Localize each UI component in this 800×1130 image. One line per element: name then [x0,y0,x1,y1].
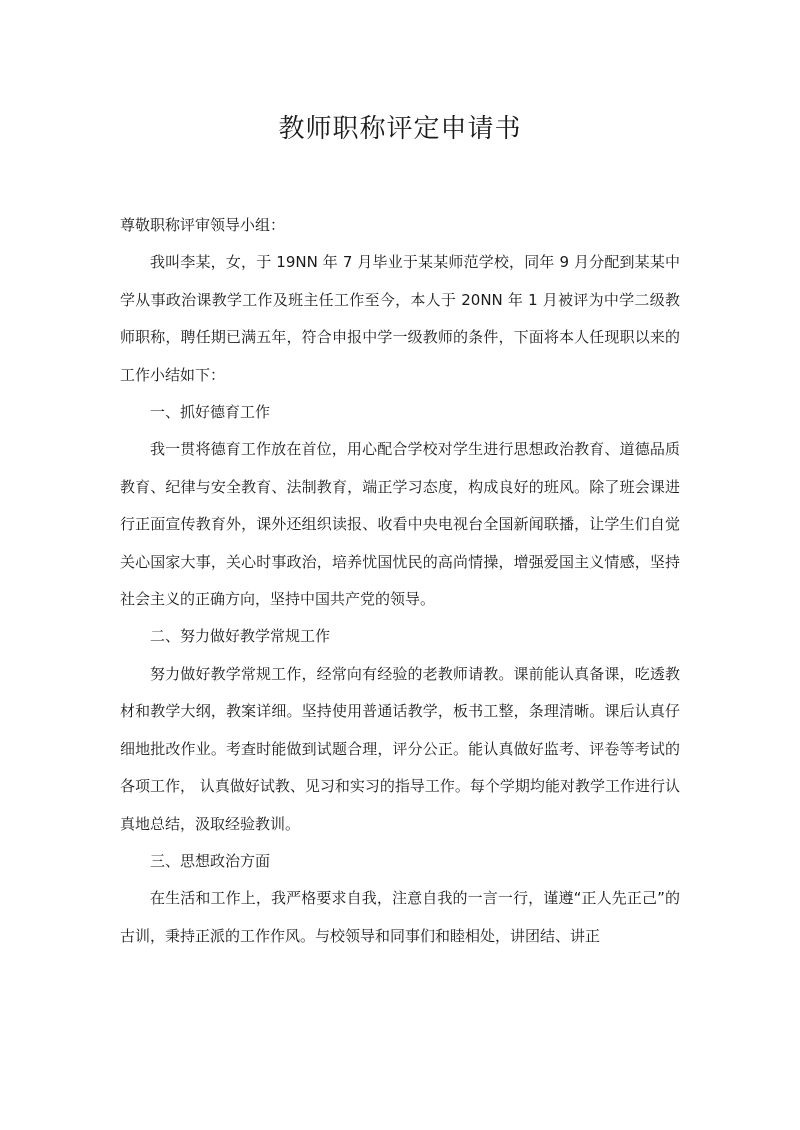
section-heading-teaching: 二、努力做好教学常规工作 [150,627,331,646]
section-heading-political: 三、思想政治方面 [150,851,271,870]
section-heading-moral: 一、抓好德育工作 [150,403,271,422]
salutation: 尊敬职称评审领导小组： [120,216,286,234]
intro-paragraph: 我叫李某，女，于 19NN 年 7 月毕业于某某师范学校，同年 9 月分配到某某中学从事政治课教学工作及班主任工作至今，本人于 20NN 年 1 月被评为中学二级教师职称，聘任期已满五年，符合申报中学一级教师的条件，下面将本人任现职以来的工作小结如下： [120,253,680,384]
section-paragraph-political: 在生活和工作上，我严格要求自我，注意自我的一言一行，谨遵“正人先正己”的古训，秉持正派的工作作风。与校领导和同事们和睦相处，讲团结、讲正 [120,889,680,945]
section-paragraph-moral: 我一贯将德育工作放在首位，用心配合学校对学生进行思想政治教育、道德品质教育、纪律与安全教育、法制教育，端正学习态度，构成良好的班风。除了班会课进行正面宣传教育外，课外还组织读报、收看中央电视台全国新闻联播，让学生们自觉关心国家大事，关心时事政治，培养忧国忧民的高尚情操，增强爱国主义情感，坚持社会主义的正确方向，坚持中国共产党的领导。 [120,440,680,609]
section-paragraph-teaching: 努力做好教学常规工作，经常向有经验的老教师请教。课前能认真备课，吃透教材和教学大纲，教案详细。坚持使用普通话教学，板书工整，条理清晰。课后认真仔细地批改作业。考查时能做到试题合理，评分公正。能认真做好监考、评卷等考试的各项工作， 认真做好试教、见习和实习的指导工作。每个学期均能对教学工作进行认真地总结，汲取经验教训。 [120,664,680,833]
document-title: 教师职称评定申请书 [278,114,522,144]
document-body [120,207,680,955]
